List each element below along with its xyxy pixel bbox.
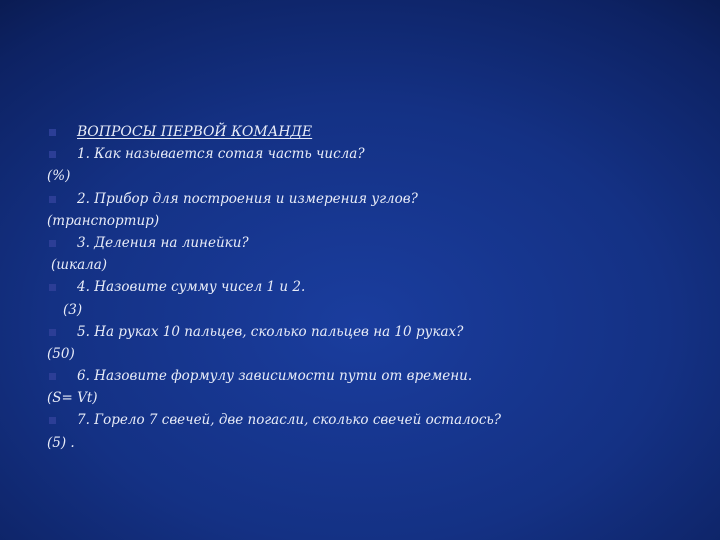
question-text: 6. Назовите формулу зависимости пути от времени. [77,368,473,385]
heading-row [47,121,707,143]
answer-text: (50) [47,345,75,362]
list-item [47,276,707,298]
list-item [47,321,707,343]
list-item [47,365,707,387]
square-bullet-icon [49,284,56,291]
list-item [47,232,707,254]
square-bullet-icon [49,417,56,424]
question-text: 3. Деления на линейки? [77,234,249,251]
answer-text: (3) [63,301,83,318]
square-bullet-icon [49,240,56,247]
question-text: 5. На руках 10 пальцев, сколько пальцев на 10 руках? [77,323,464,340]
square-bullet-icon [49,196,56,203]
list-item [47,143,707,165]
answer-text: (S= Vt) [47,390,98,407]
question-list [47,121,707,454]
question-text: 1. Как называется сотая часть числа? [77,146,365,163]
answer-text: (транспортир) [47,212,160,229]
answer-text: (шкала) [51,257,108,274]
square-bullet-icon [49,329,56,336]
question-text: 4. Назовите сумму чисел 1 и 2. [77,279,306,296]
answer-text: (5) . [47,434,75,451]
answer-text: (%) [47,168,71,185]
list-item [47,188,707,210]
square-bullet-icon [49,373,56,380]
question-text: 7. Горело 7 свечей, две погасли, сколько свечей осталось? [77,412,502,429]
heading-title: ВОПРОСЫ ПЕРВОЙ КОМАНДЕ [77,124,313,140]
square-bullet-icon [49,151,56,158]
square-bullet-icon [49,129,56,136]
question-text: 2. Прибор для построения и измерения углов? [77,190,418,207]
list-item [47,409,707,431]
